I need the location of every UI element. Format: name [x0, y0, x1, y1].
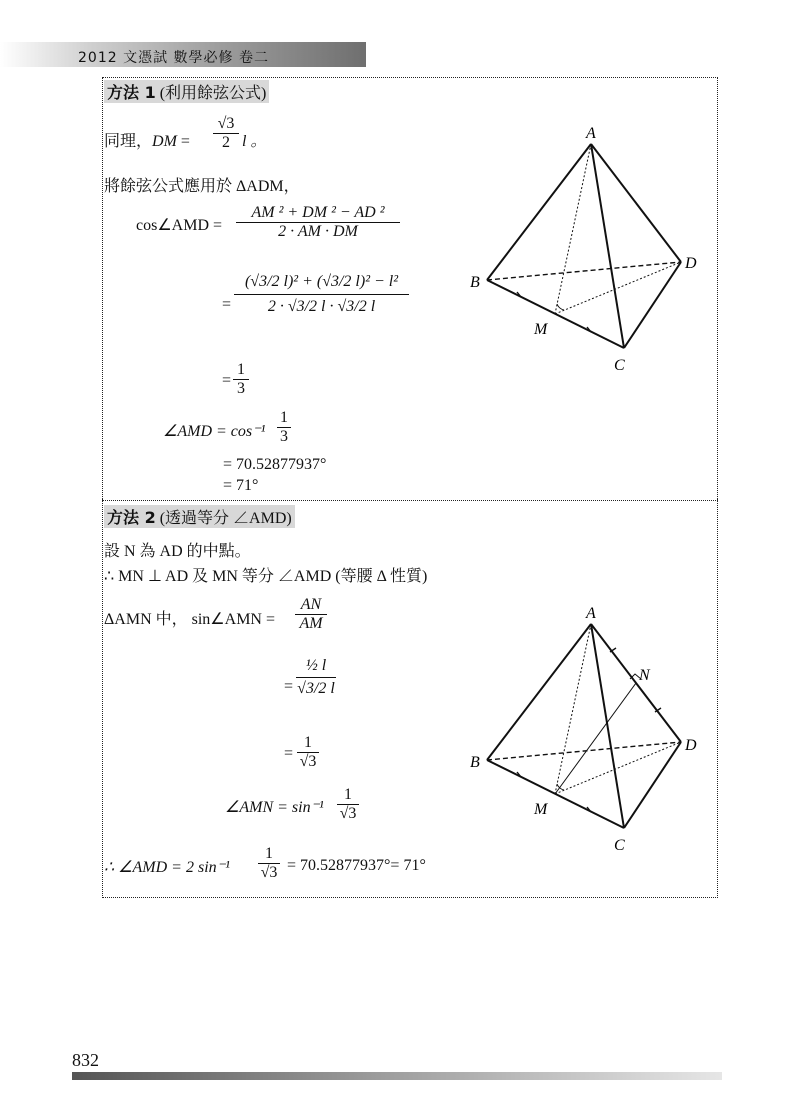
edge-ac [591, 624, 624, 828]
m2-step3-eq: = [284, 745, 294, 762]
edge-cd [624, 262, 681, 348]
m1-line1-suffix: l 。 [242, 133, 267, 150]
label-d: D [685, 255, 697, 272]
tetrahedron-figure-1 [460, 120, 710, 380]
m1-angle-frac: 1 3 [277, 409, 291, 446]
label-d: D [685, 737, 697, 754]
m2-step2-eq: = [284, 678, 294, 695]
label-n: N [639, 667, 650, 684]
edge-ab [487, 144, 591, 280]
header-title: 2012 文憑試 數學必修 卷二 [78, 50, 269, 66]
edge-cd [624, 742, 681, 828]
angle-mark [557, 304, 564, 310]
m1-cos-frac: AM ² + DM ² − AD ² 2 · AM · DM [236, 204, 400, 241]
label-c: C [614, 837, 625, 854]
m1-result2: = 71° [223, 477, 259, 494]
m1-angle-lhs: ∠AMD = cos⁻¹ [163, 423, 266, 440]
m1-line2: 將餘弦公式應用於 ΔADM， [104, 178, 300, 195]
tetrahedron-figure-2 [460, 600, 710, 860]
label-b: B [470, 274, 480, 291]
line-am [555, 144, 591, 314]
m2-sin-frac: AN AM [295, 596, 327, 633]
m2-final-lhs: ∴ ∠AMD = 2 sin⁻¹ [104, 859, 230, 876]
m2-line1: 設 N 為 AD 的中點。 [104, 543, 251, 560]
m1-line1: 同理，DM = [104, 133, 190, 150]
m2-step3-frac: 1 √3 [297, 734, 319, 771]
edge-bd [487, 742, 681, 760]
edge-ab [487, 624, 591, 760]
label-m: M [534, 321, 548, 338]
label-m: M [534, 801, 548, 818]
m1-step2-eq: = [222, 296, 232, 313]
m1-step3-eq: = [222, 372, 232, 389]
label-a: A [586, 605, 596, 622]
m1-result1: = 70.52877937° [223, 456, 327, 473]
method2-title: 方法 2 (透過等分 ∠AMD) [104, 505, 295, 528]
m2-step2-frac: ½ l √3/2 l [297, 657, 335, 697]
edge-ad [591, 144, 681, 262]
label-b: B [470, 754, 480, 771]
footer-bar [72, 1072, 722, 1080]
m2-angle-frac: 1 √3 [337, 786, 359, 823]
m1-step2-frac: (√3/2 l)² + (√3/2 l)² − l² 2 · √3/2 l · √3/2 l [234, 270, 409, 319]
m2-final-frac: 1 √3 [258, 845, 280, 882]
m2-line2: ∴ MN ⊥ AD 及 MN 等分 ∠AMD (等腰 Δ 性質) [104, 568, 428, 585]
m1-step3-frac: 1 3 [233, 361, 249, 398]
label-a: A [586, 125, 596, 142]
edge-bd [487, 262, 681, 280]
m2-sin-lhs: ΔAMN 中， sin∠AMN = [104, 611, 276, 628]
label-c: C [614, 357, 625, 374]
method1-title: 方法 1 (利用餘弦公式) [104, 80, 269, 103]
m1-line1-frac: √3 2 [213, 115, 239, 152]
m1-cos-lhs: cos∠AMD = [136, 217, 223, 234]
m2-angle-lhs: ∠AMN = sin⁻¹ [225, 799, 324, 816]
page-number: 832 [72, 1050, 99, 1070]
m2-final-rhs: = 70.52877937°= 71° [287, 857, 426, 874]
edge-ac [591, 144, 624, 348]
